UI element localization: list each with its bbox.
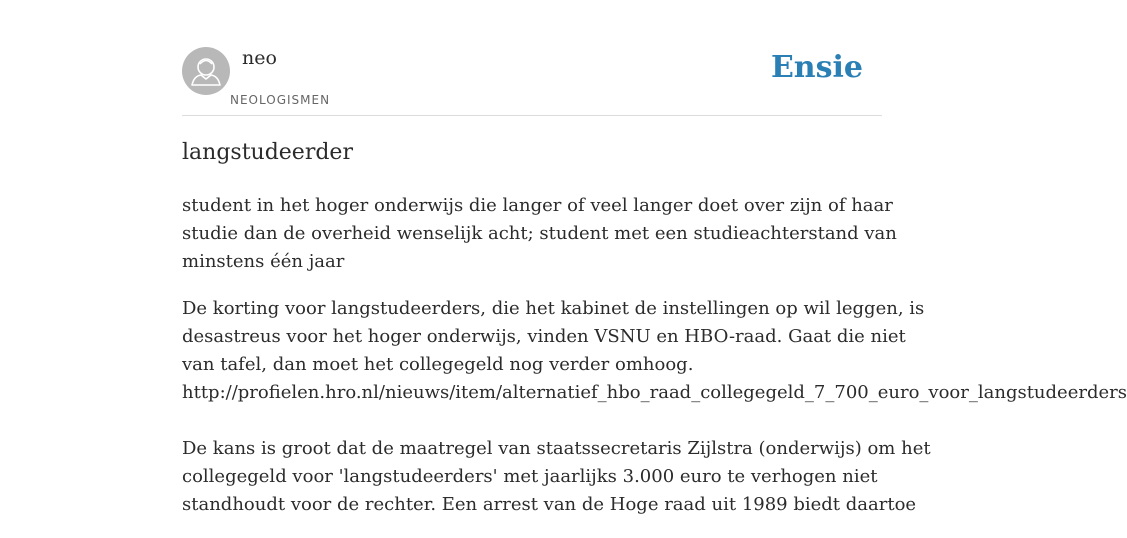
category-link[interactable]: NEOLOGISMEN [230, 93, 331, 107]
definition-paragraph [182, 192, 897, 276]
blank-line [182, 407, 882, 435]
example-line: De kans is groot dat de maatregel van staatssecretaris Zijlstra (onderwijs) om het [182, 438, 931, 459]
entry-title: langstudeerder [182, 140, 353, 165]
brand-logo[interactable]: Ensie [770, 50, 863, 85]
definition-line: student in het hoger onderwijs die langer of veel langer doet over zijn of haar [182, 195, 893, 216]
example-line: desastreus voor het hoger onderwijs, vinden VSNU en HBO-raad. Gaat die niet [182, 326, 906, 347]
example-line: collegegeld voor 'langstudeerders' met jaarlijks 3.000 euro te verhogen niet [182, 466, 878, 487]
example-line: standhoudt voor de rechter. Een arrest van de Hoge raad uit 1989 biedt daartoe [182, 494, 917, 515]
entry-content [182, 192, 1127, 538]
definition-line: studie dan de overheid wenselijk acht; student met een studieachterstand van [182, 223, 897, 244]
username-link[interactable]: neo [242, 47, 277, 69]
header-divider [182, 115, 882, 116]
example-paragraph [182, 295, 1127, 519]
example-line: van tafel, dan moet het collegegeld nog verder omhoog. [182, 354, 694, 375]
user-silhouette-icon [182, 47, 230, 95]
definition-line: minstens één jaar [182, 251, 345, 272]
example-line: De korting voor langstudeerders, die het kabinet de instellingen op wil leggen, is [182, 298, 925, 319]
source-url: http://profielen.hro.nl/nieuws/item/alternatief_hbo_raad_collegegeld_7_700_euro_voor_langstudeerders [182, 382, 1127, 403]
avatar[interactable] [182, 47, 230, 95]
